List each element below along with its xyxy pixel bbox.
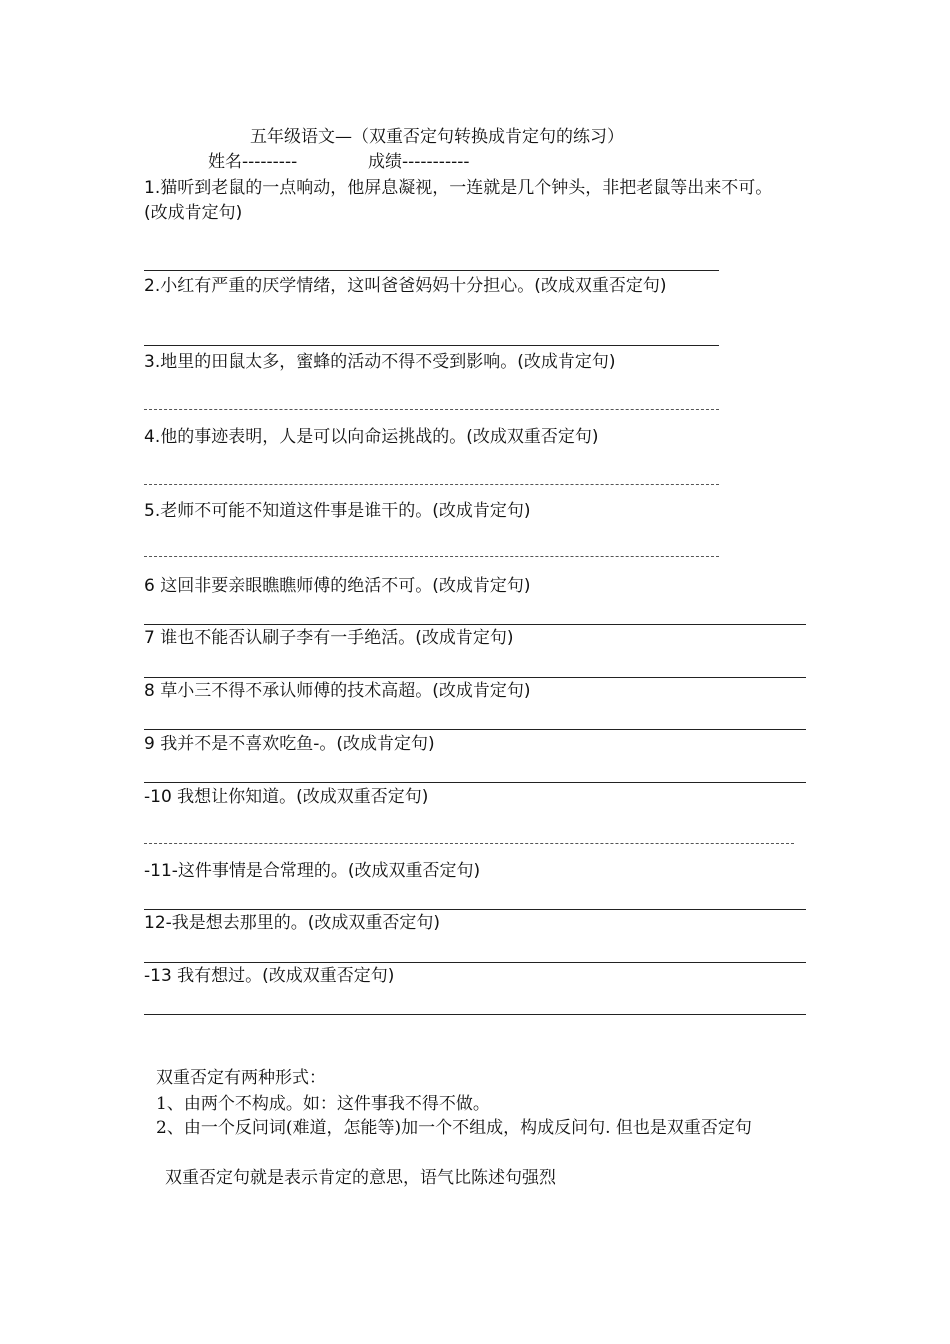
question-5: 5.老师不可能不知道这件事是谁干的。(改成肯定句) xyxy=(144,501,531,521)
notes-item-1: 1、由两个不构成。如：这件事我不得不做。 xyxy=(156,1094,490,1114)
answer-line-10[interactable] xyxy=(144,843,794,844)
answer-line-13[interactable] xyxy=(144,1014,806,1015)
name-field-label: 姓名--------- xyxy=(208,152,298,172)
question-11: -11-这件事情是合常理的。(改成双重否定句) xyxy=(144,861,481,881)
notes-heading: 双重否定有两种形式： xyxy=(156,1068,326,1088)
answer-line-2[interactable] xyxy=(144,345,719,346)
question-8: 8 草小三不得不承认师傅的技术高超。(改成肯定句) xyxy=(144,681,531,701)
answer-line-9[interactable] xyxy=(144,782,806,783)
answer-line-5[interactable] xyxy=(144,556,719,557)
question-1-instruction: (改成肯定句) xyxy=(144,203,243,223)
question-7: 7 谁也不能否认刷子李有一手绝活。(改成肯定句) xyxy=(144,628,514,648)
question-9: 9 我并不是不喜欢吃鱼-。(改成肯定句) xyxy=(144,734,435,754)
answer-line-12[interactable] xyxy=(144,962,806,963)
score-field-label: 成绩----------- xyxy=(368,152,470,172)
question-6: 6 这回非要亲眼瞧瞧师傅的绝活不可。(改成肯定句) xyxy=(144,576,531,596)
question-13: -13 我有想过。(改成双重否定句) xyxy=(144,966,395,986)
answer-line-6[interactable] xyxy=(144,624,806,625)
question-1: 1.猫听到老鼠的一点响动，他屏息凝视，一连就是几个钟头，非把老鼠等出来不可。 xyxy=(144,178,773,198)
answer-line-3[interactable] xyxy=(144,409,719,410)
notes-item-2: 2、由一个反问词(难道，怎能等)加一个不组成，构成反问句. 但也是双重否定句 xyxy=(156,1118,752,1138)
answer-line-1[interactable] xyxy=(144,270,719,271)
answer-line-4[interactable] xyxy=(144,484,719,485)
question-4: 4.他的事迹表明，人是可以向命运挑战的。(改成双重否定句) xyxy=(144,427,599,447)
question-10: -10 我想让你知道。(改成双重否定句) xyxy=(144,787,429,807)
answer-line-7[interactable] xyxy=(144,677,806,678)
notes-summary: 双重否定句就是表示肯定的意思，语气比陈述句强烈 xyxy=(165,1168,556,1188)
answer-line-11[interactable] xyxy=(144,909,806,910)
answer-line-8[interactable] xyxy=(144,729,806,730)
page-title: 五年级语文—（双重否定句转换成肯定句的练习） xyxy=(250,127,624,147)
question-12: 12-我是想去那里的。(改成双重否定句) xyxy=(144,913,441,933)
question-3: 3.地里的田鼠太多，蜜蜂的活动不得不受到影响。(改成肯定句) xyxy=(144,352,616,372)
question-2: 2.小红有严重的厌学情绪，这叫爸爸妈妈十分担心。(改成双重否定句) xyxy=(144,276,667,296)
